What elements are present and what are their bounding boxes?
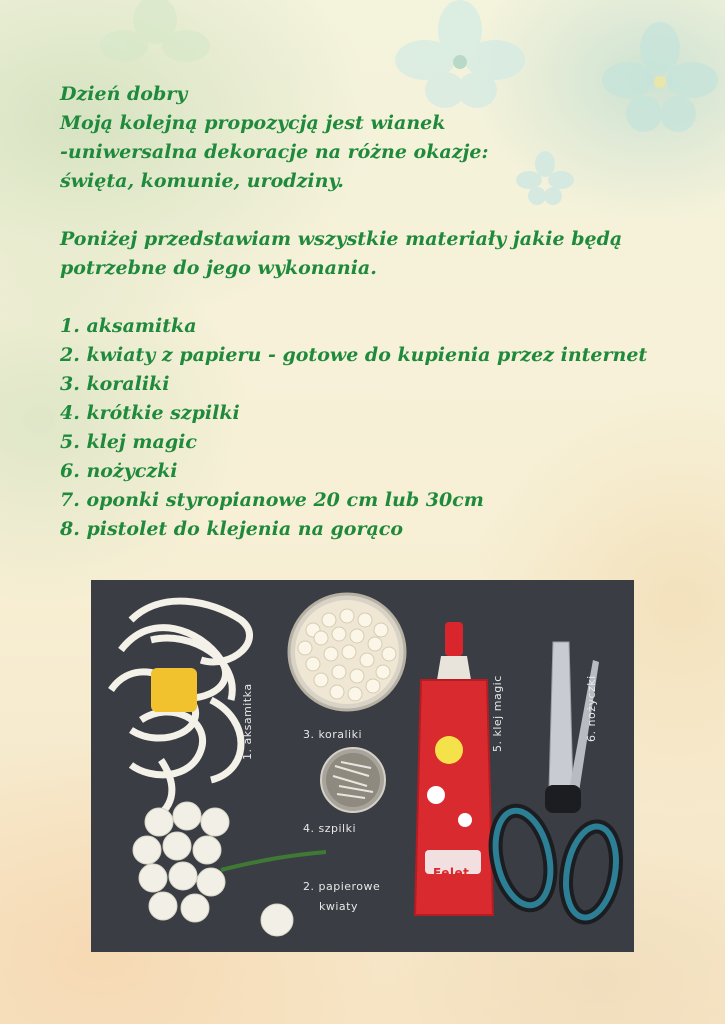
glue-brand-text: Felet <box>433 866 470 880</box>
materials-intro-line: Poniżej przedstawiam wszystkie materiały jakie będą <box>60 228 623 250</box>
scissors-illustration <box>488 642 623 921</box>
greeting: Dzień dobry <box>60 83 188 105</box>
materials-intro-line: potrzebne do jego wykonania. <box>60 257 377 279</box>
paper-flowers-illustration <box>133 802 293 936</box>
pins-illustration <box>321 748 385 812</box>
list-item: 2. kwiaty z papieru - gotowe do kupienia przez internet <box>60 344 648 366</box>
list-item: 4. krótkie szpilki <box>60 402 240 424</box>
list-item: 3. koraliki <box>60 373 170 395</box>
label-beads: 3. koraliki <box>303 728 363 741</box>
list-item: 7. oponki styropianowe 20 cm lub 30cm <box>60 489 484 511</box>
label-pins: 4. szpilki <box>303 822 357 835</box>
label-ribbon: 1. aksamitka <box>241 683 254 760</box>
article-text <box>60 80 680 544</box>
materials-photo <box>91 580 634 952</box>
intro-line: -uniwersalna dekoracje na różne okazje: <box>60 141 489 163</box>
beads-illustration <box>289 594 405 710</box>
label-paper-flowers-2: kwiaty <box>319 900 358 913</box>
intro-line: Moją kolejną propozycją jest wianek <box>60 112 446 134</box>
label-glue: 5. klej magic <box>491 675 504 752</box>
label-paper-flowers: 2. papierowe <box>303 880 381 893</box>
intro-line: święta, komunie, urodziny. <box>60 170 344 192</box>
ribbon-spool <box>151 668 197 712</box>
list-item: 1. aksamitka <box>60 315 197 337</box>
watercolor-flower-icon <box>100 0 210 80</box>
list-item: 6. nożyczki <box>60 460 178 482</box>
label-scissors: 6. nożyczki <box>585 675 598 742</box>
list-item: 5. klej magic <box>60 431 197 453</box>
list-item: 8. pistolet do klejenia na gorąco <box>60 518 404 540</box>
